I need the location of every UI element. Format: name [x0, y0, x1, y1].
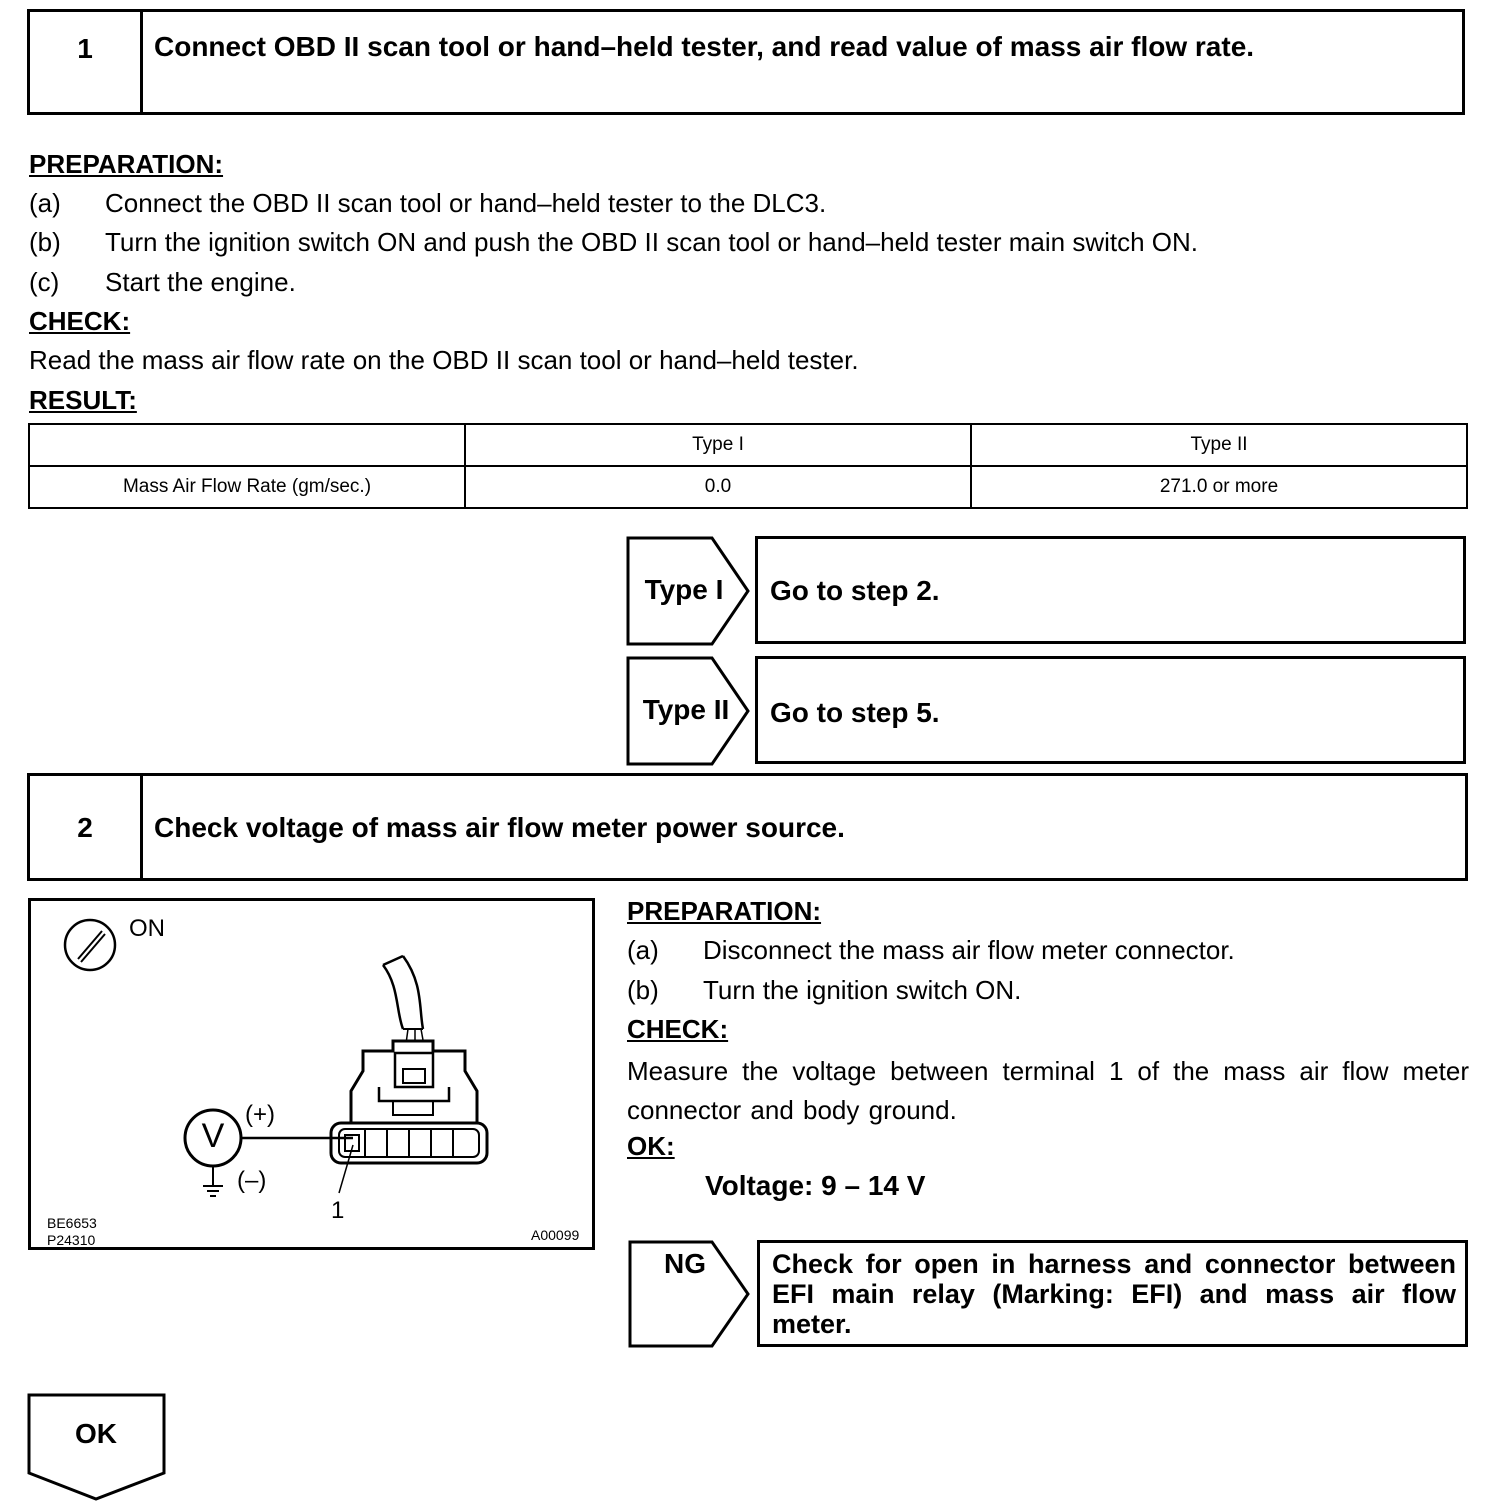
step1-number: 1 [77, 33, 93, 64]
ng-tag: NG [664, 1248, 706, 1279]
step1-prep-text-a: Connect the OBD II scan tool or hand–held tester to the DLC3. [105, 188, 827, 218]
branch-type2-action: Go to step 5. [770, 697, 940, 728]
connector-cable [383, 956, 425, 1051]
step1-title: Connect OBD II scan tool or hand–held tester, and read value of mass air flow rate. [154, 31, 1255, 62]
diagram-code-1: BE6653 [47, 1215, 97, 1231]
result-table [28, 423, 1468, 509]
ignition-on-label: ON [129, 915, 165, 942]
result-table-row [29, 466, 1467, 508]
plus-label: (+) [245, 1101, 275, 1128]
figure-code: A00099 [531, 1227, 580, 1243]
step1-preparation-heading: PREPARATION: [29, 149, 224, 179]
step2-prep-label-a: (a) [627, 935, 659, 965]
step1-check-text: Read the mass air flow rate on the OBD II scan tool or hand–held tester. [29, 345, 859, 375]
branch-type1-action: Go to step 2. [770, 575, 940, 606]
step2-ok-value: Voltage: 9 – 14 V [705, 1170, 926, 1201]
minus-label: (–) [237, 1167, 267, 1194]
step2-check-text: Measure the voltage between terminal 1 of the mass air flow meter connector and body ground. [627, 1056, 1469, 1125]
step2-preparation-heading: PREPARATION: [627, 896, 822, 926]
branch-type2-tag: Type II [642, 694, 730, 725]
mass-air-flow-meter-connector [331, 1041, 487, 1163]
result-header-cell [29, 424, 465, 466]
step1-prep-label-c: (c) [29, 267, 60, 297]
ng-action: Check for open in harness and connector between EFI main relay (Marking: EFI) and mass air flow meter. [772, 1249, 1456, 1339]
step2-title: Check voltage of mass air flow meter power source. [154, 812, 845, 843]
step1-prep-item-a [29, 188, 1469, 219]
ok-tag: OK [75, 1418, 117, 1449]
diagram-code-2: P24310 [47, 1232, 96, 1248]
step2-number: 2 [77, 812, 93, 843]
voltmeter-symbol: V [201, 1117, 225, 1155]
connector-diagram [28, 898, 595, 1250]
step2-prep-item-b [627, 975, 1477, 1006]
step2-check-heading: CHECK: [627, 1014, 729, 1044]
step2-header [27, 773, 1468, 881]
step1-prep-label-b: (b) [29, 227, 61, 257]
step2-prep-item-a [627, 935, 1477, 966]
step1-header [27, 9, 1465, 115]
result-header-cell: Type II [971, 424, 1467, 466]
result-value-type1: 0.0 [465, 466, 971, 508]
result-value-type2: 271.0 or more [971, 466, 1467, 508]
step1-prep-item-c [29, 267, 1469, 298]
branch-type1-action-box [755, 536, 1466, 644]
step1-divider [140, 12, 143, 112]
step1-prep-label-a: (a) [29, 188, 61, 218]
ignition-key-icon [65, 920, 115, 970]
terminal-1-label: 1 [331, 1197, 345, 1224]
step1-result-heading: RESULT: [29, 385, 137, 415]
step1-prep-text-c: Start the engine. [105, 267, 296, 297]
ng-action-box [757, 1240, 1468, 1347]
step2-prep-label-b: (b) [627, 975, 659, 1005]
branch-type2-action-box [755, 656, 1466, 764]
result-table-header-row [29, 424, 1467, 466]
step1-prep-text-b: Turn the ignition switch ON and push the OBD II scan tool or hand–held tester main switch ON. [105, 227, 1199, 257]
result-header-cell: Type I [465, 424, 971, 466]
step2-divider [140, 776, 143, 878]
branch-type1-tag: Type I [644, 574, 724, 605]
step1-check-heading: CHECK: [29, 306, 131, 336]
step2-prep-text-a: Disconnect the mass air flow meter connector. [703, 935, 1235, 965]
step2-prep-text-b: Turn the ignition switch ON. [703, 975, 1022, 1005]
diagram-drawing [31, 901, 592, 1247]
step1-prep-item-b [29, 227, 1469, 258]
result-row-label: Mass Air Flow Rate (gm/sec.) [29, 466, 465, 508]
step2-ok-heading: OK: [627, 1131, 675, 1161]
